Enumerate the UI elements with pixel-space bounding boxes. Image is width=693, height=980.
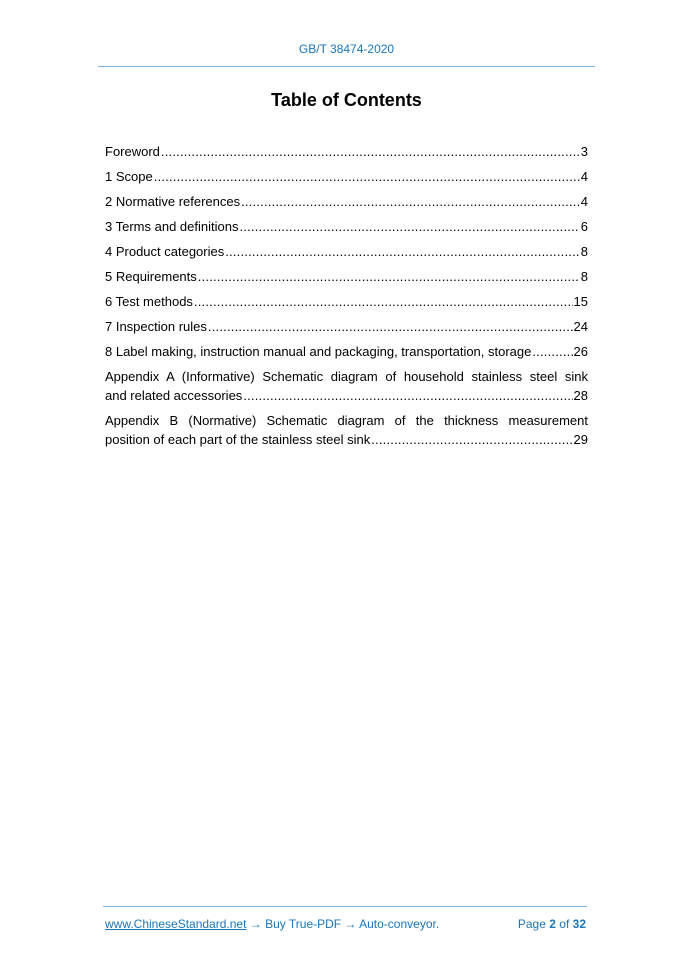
toc-entry-appendix-b[interactable] — [105, 413, 588, 448]
page-number — [518, 917, 586, 931]
toc-entry-title: 2 Normative references — [105, 194, 241, 209]
page-of-label: of — [559, 917, 570, 931]
toc-entry-title: 4 Product categories — [105, 244, 225, 259]
toc-entry-requirements[interactable] — [105, 269, 588, 285]
toc-entry-page: 8 — [580, 269, 588, 284]
toc-entry-scope[interactable] — [105, 169, 588, 185]
toc-entry-terms-definitions[interactable] — [105, 219, 588, 235]
toc-entry-label-making[interactable] — [105, 344, 588, 360]
toc-leader-dots — [208, 319, 573, 335]
page-title: Table of Contents — [271, 90, 422, 110]
header-divider — [98, 66, 595, 67]
toc-entry-normative-references[interactable] — [105, 194, 588, 210]
toc-entry-title-line2: and related accessories — [105, 388, 243, 403]
toc-entry-page: 6 — [580, 219, 588, 234]
toc-entry-page: 26 — [573, 344, 588, 359]
toc-entry-title-line1: Appendix A (Informative) Schematic diagram of household stainless steel sink — [105, 369, 588, 384]
toc-entry-inspection-rules[interactable] — [105, 319, 588, 335]
toc-entry-test-methods[interactable] — [105, 294, 588, 310]
toc-leader-dots — [371, 432, 572, 448]
toc-leader-dots — [241, 194, 580, 210]
toc-leader-dots — [243, 388, 572, 404]
toc-entry-page: 4 — [580, 194, 588, 209]
toc-entry-title: 3 Terms and definitions — [105, 219, 239, 234]
toc-entry-title: Foreword — [105, 144, 160, 159]
website-link[interactable]: www.ChineseStandard.net — [105, 917, 247, 931]
toc-entry-title: 7 Inspection rules — [105, 319, 207, 334]
toc-entry-product-categories[interactable] — [105, 244, 588, 260]
toc-entry-title: 6 Test methods — [105, 294, 193, 309]
toc-entry-page: 24 — [573, 319, 588, 334]
toc-leader-dots — [239, 219, 579, 235]
toc-entry-title: 8 Label making, instruction manual and packaging, transportation, storage — [105, 344, 532, 359]
toc-entry-page: 15 — [573, 294, 588, 309]
toc-entry-foreword[interactable] — [105, 144, 588, 160]
toc-entry-page: 28 — [573, 388, 588, 403]
toc-entry-page: 3 — [580, 144, 588, 159]
footer-divider — [103, 906, 587, 907]
toc-entry-page: 4 — [580, 169, 588, 184]
page-footer — [105, 917, 586, 931]
toc-entry-page: 29 — [573, 432, 588, 447]
toc-leader-dots — [161, 144, 580, 160]
footer-link-group — [105, 917, 439, 931]
toc-leader-dots — [194, 294, 573, 310]
toc-entry-title-line1: Appendix B (Normative) Schematic diagram of the thickness measurement — [105, 413, 588, 428]
table-of-contents — [105, 144, 588, 457]
toc-leader-dots — [154, 169, 580, 185]
page-total: 32 — [572, 917, 586, 931]
page-current: 2 — [549, 917, 556, 931]
toc-leader-dots — [225, 244, 580, 260]
toc-entry-appendix-a[interactable] — [105, 369, 588, 404]
toc-leader-dots — [532, 344, 572, 360]
toc-entry-title: 5 Requirements — [105, 269, 197, 284]
toc-entry-title: 1 Scope — [105, 169, 153, 184]
toc-entry-page: 8 — [580, 244, 588, 259]
document-code: GB/T 38474-2020 — [298, 42, 395, 56]
page-label: Page — [517, 917, 546, 931]
footer-tagline: → Buy True-PDF → Auto-conveyor. — [246, 917, 440, 931]
toc-entry-title-line2: position of each part of the stainless steel sink — [105, 432, 371, 447]
toc-leader-dots — [198, 269, 580, 285]
